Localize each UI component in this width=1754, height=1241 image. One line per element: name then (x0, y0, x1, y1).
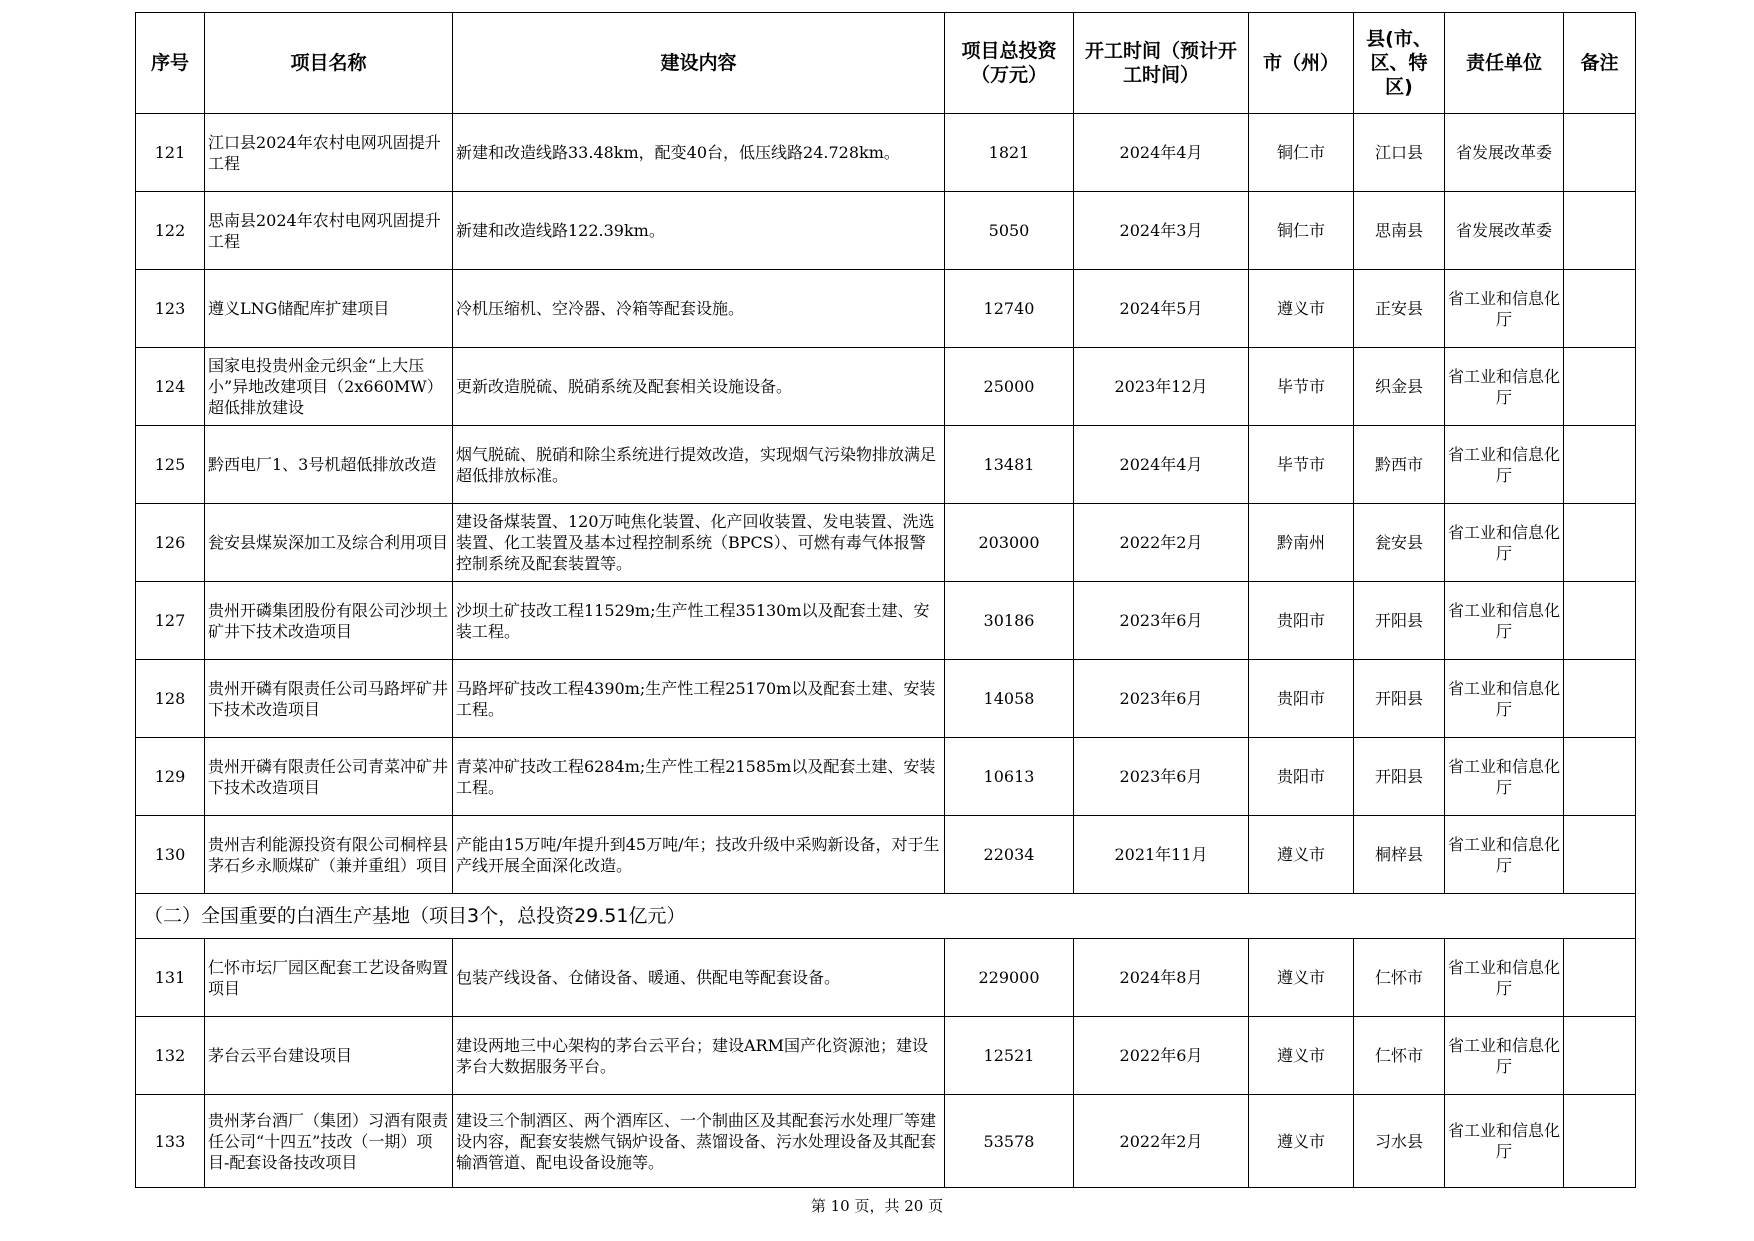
cell-unit: 省工业和信息化厅 (1445, 660, 1564, 738)
cell-name: 国家电投贵州金元织金“上大压小”异地改建项目（2x660MW）超低排放建设 (205, 348, 453, 426)
cell-invest: 13481 (945, 426, 1074, 504)
cell-city: 遵义市 (1249, 1095, 1354, 1188)
cell-name: 仁怀市坛厂园区配套工艺设备购置项目 (205, 939, 453, 1017)
cell-note (1564, 939, 1636, 1017)
cell-note (1564, 582, 1636, 660)
cell-no: 126 (136, 504, 205, 582)
cell-city: 铜仁市 (1249, 192, 1354, 270)
header-county: 县(市、区、特区) (1354, 13, 1445, 114)
table-row (136, 192, 1636, 270)
cell-invest: 1821 (945, 114, 1074, 192)
cell-name: 思南县2024年农村电网巩固提升工程 (205, 192, 453, 270)
cell-no: 121 (136, 114, 205, 192)
cell-unit: 省发展改革委 (1445, 114, 1564, 192)
cell-start: 2022年6月 (1074, 1017, 1249, 1095)
cell-name: 茅台云平台建设项目 (205, 1017, 453, 1095)
cell-content: 冷机压缩机、空冷器、冷箱等配套设施。 (453, 270, 945, 348)
table-row (136, 348, 1636, 426)
cell-content: 包装产线设备、仓储设备、暖通、供配电等配套设备。 (453, 939, 945, 1017)
header-unit: 责任单位 (1445, 13, 1564, 114)
cell-note (1564, 738, 1636, 816)
cell-unit: 省工业和信息化厅 (1445, 816, 1564, 894)
cell-start: 2023年6月 (1074, 582, 1249, 660)
cell-content: 新建和改造线路122.39km。 (453, 192, 945, 270)
cell-city: 遵义市 (1249, 1017, 1354, 1095)
cell-start: 2023年12月 (1074, 348, 1249, 426)
cell-city: 铜仁市 (1249, 114, 1354, 192)
cell-no: 132 (136, 1017, 205, 1095)
cell-invest: 22034 (945, 816, 1074, 894)
cell-content: 建设备煤装置、120万吨焦化装置、化产回收装置、发电装置、洗选装置、化工装置及基本过程控制系统（BPCS）、可燃有毒气体报警控制系统及配套装置等。 (453, 504, 945, 582)
cell-county: 习水县 (1354, 1095, 1445, 1188)
cell-name: 贵州茅台酒厂（集团）习酒有限责任公司“十四五”技改（一期）项目-配套设备技改项目 (205, 1095, 453, 1188)
cell-county: 开阳县 (1354, 582, 1445, 660)
table-row (136, 939, 1636, 1017)
cell-city: 贵阳市 (1249, 660, 1354, 738)
cell-no: 130 (136, 816, 205, 894)
header-note: 备注 (1564, 13, 1636, 114)
cell-county: 瓮安县 (1354, 504, 1445, 582)
cell-county: 正安县 (1354, 270, 1445, 348)
cell-no: 127 (136, 582, 205, 660)
cell-no: 125 (136, 426, 205, 504)
cell-invest: 12740 (945, 270, 1074, 348)
cell-note (1564, 426, 1636, 504)
cell-city: 遵义市 (1249, 816, 1354, 894)
cell-city: 贵阳市 (1249, 582, 1354, 660)
cell-unit: 省工业和信息化厅 (1445, 348, 1564, 426)
cell-city: 黔南州 (1249, 504, 1354, 582)
cell-start: 2022年2月 (1074, 504, 1249, 582)
cell-note (1564, 114, 1636, 192)
table-row (136, 270, 1636, 348)
cell-invest: 25000 (945, 348, 1074, 426)
header-name: 项目名称 (205, 13, 453, 114)
cell-content: 沙坝土矿技改工程11529m;生产性工程35130m以及配套土建、安装工程。 (453, 582, 945, 660)
cell-county: 仁怀市 (1354, 1017, 1445, 1095)
cell-content: 新建和改造线路33.48km，配变40台，低压线路24.728km。 (453, 114, 945, 192)
cell-name: 遵义LNG储配库扩建项目 (205, 270, 453, 348)
section-title: （二）全国重要的白酒生产基地（项目3个，总投资29.51亿元） (136, 894, 1636, 939)
cell-city: 遵义市 (1249, 939, 1354, 1017)
cell-start: 2023年6月 (1074, 660, 1249, 738)
cell-county: 桐梓县 (1354, 816, 1445, 894)
cell-invest: 203000 (945, 504, 1074, 582)
cell-county: 开阳县 (1354, 738, 1445, 816)
header-city: 市（州） (1249, 13, 1354, 114)
cell-content: 更新改造脱硫、脱硝系统及配套相关设施设备。 (453, 348, 945, 426)
cell-invest: 5050 (945, 192, 1074, 270)
cell-start: 2023年6月 (1074, 738, 1249, 816)
cell-no: 133 (136, 1095, 205, 1188)
table-row (136, 1017, 1636, 1095)
cell-unit: 省工业和信息化厅 (1445, 1095, 1564, 1188)
cell-invest: 53578 (945, 1095, 1074, 1188)
cell-start: 2024年3月 (1074, 192, 1249, 270)
cell-no: 123 (136, 270, 205, 348)
cell-name: 贵州开磷有限责任公司青菜冲矿井下技术改造项目 (205, 738, 453, 816)
cell-start: 2024年5月 (1074, 270, 1249, 348)
cell-unit: 省工业和信息化厅 (1445, 582, 1564, 660)
table-row (136, 582, 1636, 660)
cell-no: 124 (136, 348, 205, 426)
cell-county: 开阳县 (1354, 660, 1445, 738)
cell-note (1564, 504, 1636, 582)
cell-county: 织金县 (1354, 348, 1445, 426)
cell-invest: 12521 (945, 1017, 1074, 1095)
cell-no: 128 (136, 660, 205, 738)
cell-city: 遵义市 (1249, 270, 1354, 348)
cell-note (1564, 816, 1636, 894)
cell-note (1564, 270, 1636, 348)
cell-start: 2022年2月 (1074, 1095, 1249, 1188)
table-row (136, 1095, 1636, 1188)
project-table (135, 12, 1636, 1188)
cell-county: 仁怀市 (1354, 939, 1445, 1017)
cell-note (1564, 192, 1636, 270)
cell-note (1564, 1095, 1636, 1188)
table-row (136, 114, 1636, 192)
cell-invest: 229000 (945, 939, 1074, 1017)
cell-city: 贵阳市 (1249, 738, 1354, 816)
cell-city: 毕节市 (1249, 426, 1354, 504)
cell-unit: 省工业和信息化厅 (1445, 504, 1564, 582)
cell-unit: 省工业和信息化厅 (1445, 1017, 1564, 1095)
cell-county: 黔西市 (1354, 426, 1445, 504)
page-footer: 第 10 页，共 20 页 (810, 1197, 944, 1215)
cell-note (1564, 660, 1636, 738)
table-row (136, 660, 1636, 738)
cell-start: 2024年4月 (1074, 426, 1249, 504)
cell-content: 青菜冲矿技改工程6284m;生产性工程21585m以及配套土建、安装工程。 (453, 738, 945, 816)
cell-no: 131 (136, 939, 205, 1017)
cell-no: 122 (136, 192, 205, 270)
cell-name: 黔西电厂1、3号机超低排放改造 (205, 426, 453, 504)
cell-invest: 14058 (945, 660, 1074, 738)
cell-unit: 省发展改革委 (1445, 192, 1564, 270)
cell-note (1564, 1017, 1636, 1095)
cell-county: 思南县 (1354, 192, 1445, 270)
header-content: 建设内容 (453, 13, 945, 114)
cell-name: 贵州开磷有限责任公司马路坪矿井下技术改造项目 (205, 660, 453, 738)
section-row (136, 894, 1636, 939)
cell-content: 产能由15万吨/年提升到45万吨/年；技改升级中采购新设备，对于生产线开展全面深化改造。 (453, 816, 945, 894)
cell-content: 建设三个制酒区、两个酒库区、一个制曲区及其配套污水处理厂等建设内容，配套安装燃气锅炉设备、蒸馏设备、污水处理设备及其配套输酒管道、配电设备设施等。 (453, 1095, 945, 1188)
cell-start: 2024年8月 (1074, 939, 1249, 1017)
cell-start: 2021年11月 (1074, 816, 1249, 894)
header-no: 序号 (136, 13, 205, 114)
cell-name: 江口县2024年农村电网巩固提升工程 (205, 114, 453, 192)
cell-content: 建设两地三中心架构的茅台云平台；建设ARM国产化资源池；建设茅台大数据服务平台。 (453, 1017, 945, 1095)
cell-unit: 省工业和信息化厅 (1445, 738, 1564, 816)
table-row (136, 738, 1636, 816)
cell-unit: 省工业和信息化厅 (1445, 426, 1564, 504)
header-row (136, 13, 1636, 114)
header-start: 开工时间（预计开工时间） (1074, 13, 1249, 114)
cell-content: 烟气脱硫、脱硝和除尘系统进行提效改造，实现烟气污染物排放满足超低排放标准。 (453, 426, 945, 504)
cell-unit: 省工业和信息化厅 (1445, 270, 1564, 348)
cell-note (1564, 348, 1636, 426)
cell-unit: 省工业和信息化厅 (1445, 939, 1564, 1017)
cell-invest: 10613 (945, 738, 1074, 816)
table-row (136, 816, 1636, 894)
cell-name: 贵州开磷集团股份有限公司沙坝土矿井下技术改造项目 (205, 582, 453, 660)
header-invest: 项目总投资（万元） (945, 13, 1074, 114)
cell-county: 江口县 (1354, 114, 1445, 192)
cell-name: 瓮安县煤炭深加工及综合利用项目 (205, 504, 453, 582)
table-row (136, 426, 1636, 504)
table-row (136, 504, 1636, 582)
cell-content: 马路坪矿技改工程4390m;生产性工程25170m以及配套土建、安装工程。 (453, 660, 945, 738)
cell-name: 贵州吉利能源投资有限公司桐梓县茅石乡永顺煤矿（兼并重组）项目 (205, 816, 453, 894)
cell-no: 129 (136, 738, 205, 816)
cell-start: 2024年4月 (1074, 114, 1249, 192)
cell-invest: 30186 (945, 582, 1074, 660)
cell-city: 毕节市 (1249, 348, 1354, 426)
